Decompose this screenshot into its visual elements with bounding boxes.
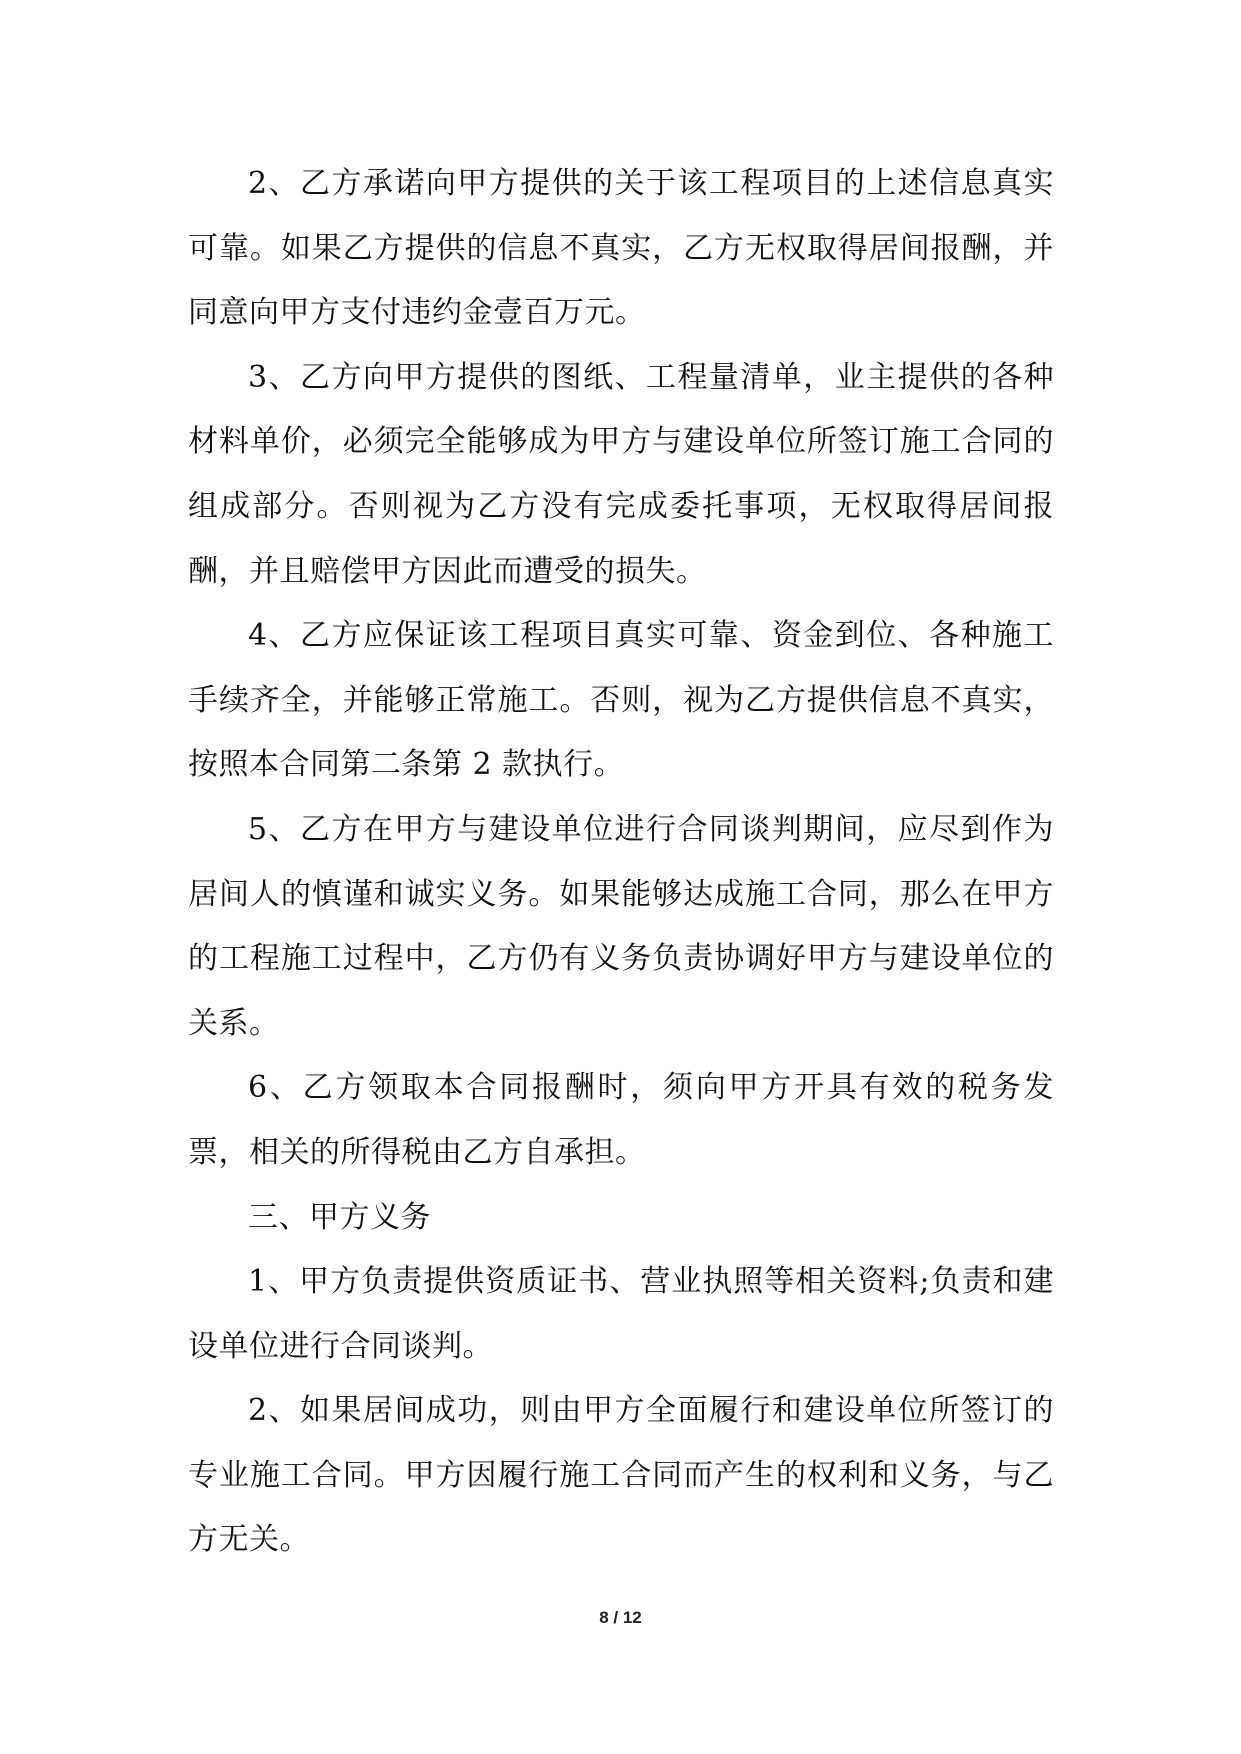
paragraph-clause-3-2: 2、如果居间成功，则由甲方全面履行和建设单位所签订的专业施工合同。甲方因履行施工合同而产生的权利和义务，与乙方无关。 xyxy=(188,1393,1054,1558)
paragraph-clause-3-1: 1、甲方负责提供资质证书、营业执照等相关资料;负责和建设单位进行合同谈判。 xyxy=(188,1264,1054,1364)
paragraph-clause-2-6: 6、乙方领取本合同报酬时，须向甲方开具有效的税务发票，相关的所得税由乙方自承担。 xyxy=(188,1070,1054,1170)
paragraph-clause-2-5: 5、乙方在甲方与建设单位进行合同谈判期间，应尽到作为居间人的慎谨和诚实义务。如果能够达成施工合同，那么在甲方的工程施工过程中，乙方仍有义务负责协调好甲方与建设单位的关系。 xyxy=(188,811,1054,1041)
section-heading-party-a-duties: 三、甲方义务 xyxy=(248,1199,431,1235)
paragraph-clause-2-3: 3、乙方向甲方提供的图纸、工程量清单，业主提供的各种材料单价，必须完全能够成为甲方与建设单位所签订施工合同的组成部分。否则视为乙方没有完成委托事项，无权取得居间报酬，并且赔偿甲方因此而遭受的损失。 xyxy=(188,359,1054,589)
paragraph-clause-2-1: 2、乙方承诺向甲方提供的关于该工程项目的上述信息真实可靠。如果乙方提供的信息不真实，乙方无权取得居间报酬，并同意向甲方支付违约金壹百万元。 xyxy=(188,166,1054,331)
paragraph-clause-2-4: 4、乙方应保证该工程项目真实可靠、资金到位、各种施工手续齐全，并能够正常施工。否则，视为乙方提供信息不真实，按照本合同第二条第 2 款执行。 xyxy=(188,618,1054,783)
page-number: 8 / 12 xyxy=(599,1608,642,1627)
document-body xyxy=(188,152,1054,1573)
